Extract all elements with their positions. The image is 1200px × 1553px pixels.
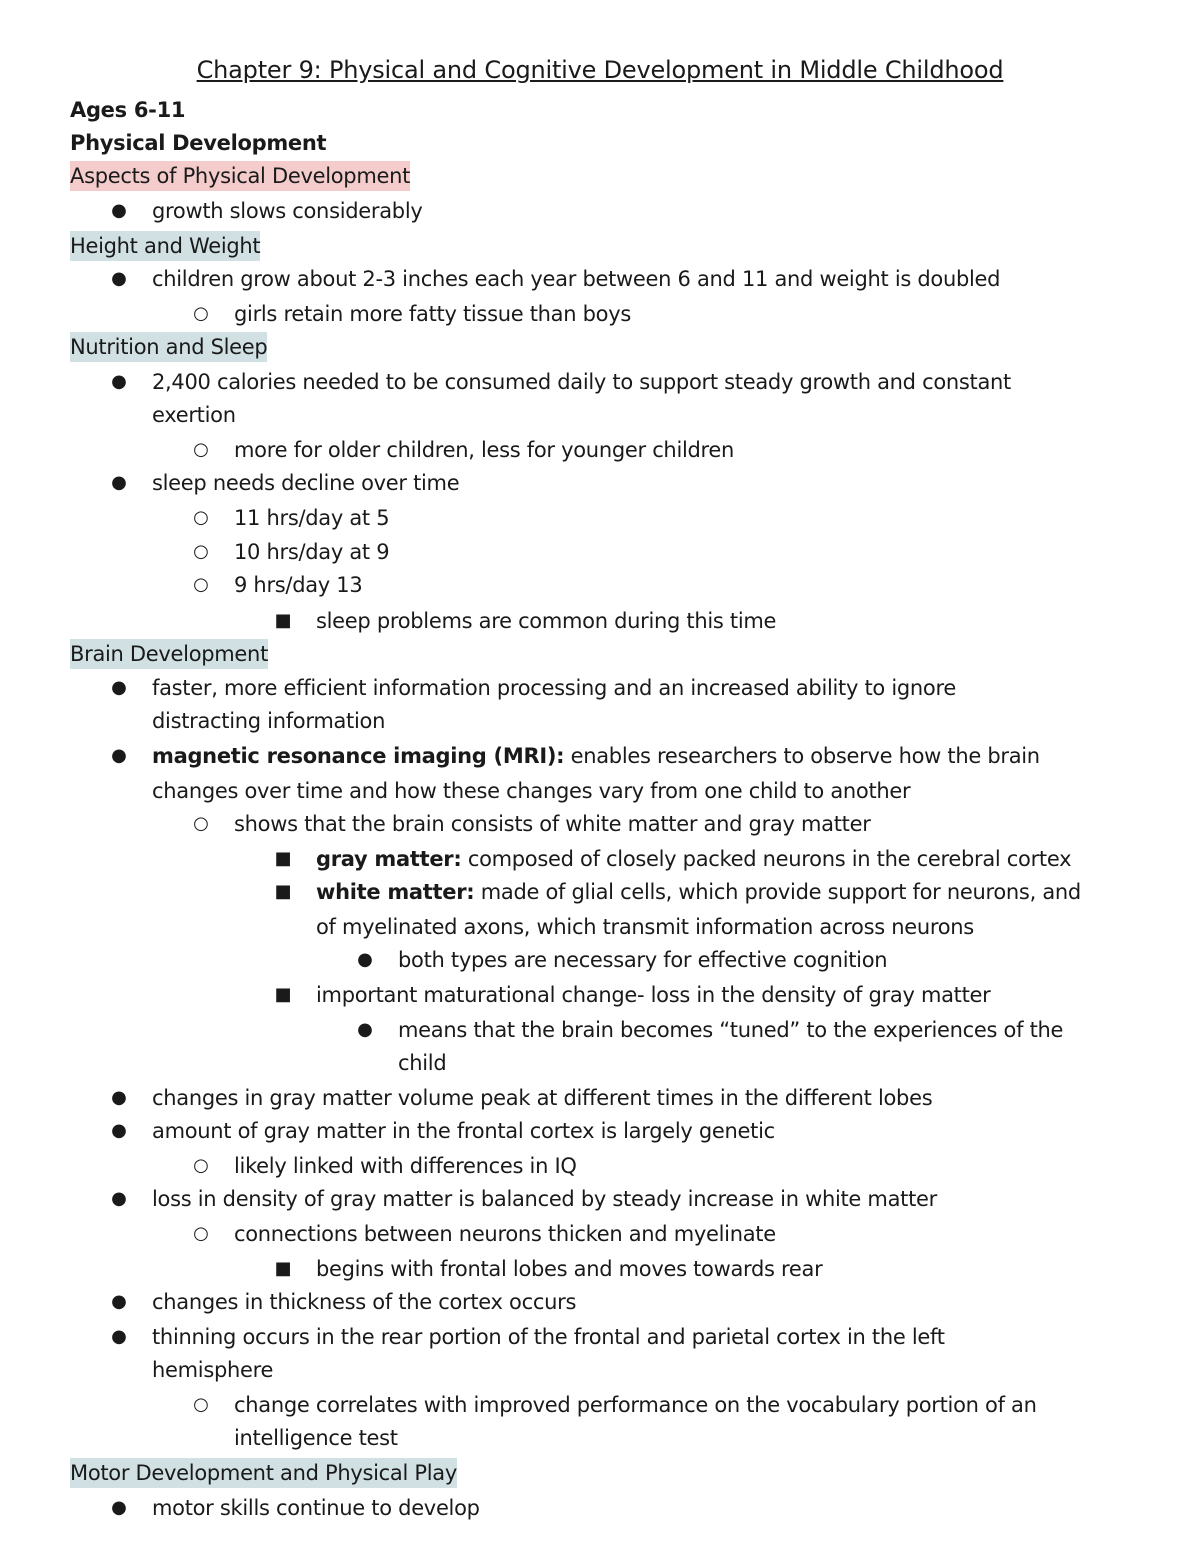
definition: enables researchers to observe how the brain [564, 744, 1040, 768]
list-item: means that the brain becomes “tuned” to the experiences of the [398, 1018, 1064, 1042]
term: magnetic resonance imaging (MRI): [152, 744, 565, 768]
list-item: thinning occurs in the rear portion of the frontal and parietal cortex in the left [152, 1325, 945, 1349]
circle-bullet-icon: ○ [193, 1155, 209, 1176]
circle-bullet-icon: ○ [193, 813, 209, 834]
list-item: girls retain more fatty tissue than boys [234, 302, 631, 326]
nutrition-heading: Nutrition and Sleep [70, 332, 267, 362]
list-item: 2,400 calories needed to be consumed daily to support steady growth and constant [152, 370, 1011, 394]
bullet-icon: ● [111, 1291, 127, 1312]
term: white matter: [316, 880, 475, 904]
bullet-icon: ● [111, 200, 127, 221]
list-item-cont: intelligence test [234, 1426, 398, 1450]
square-bullet-icon: ■ [274, 610, 292, 631]
list-item [316, 877, 1081, 907]
square-bullet-icon: ■ [274, 848, 292, 869]
list-item: likely linked with differences in IQ [234, 1154, 577, 1178]
circle-bullet-icon: ○ [193, 574, 209, 595]
bullet-icon: ● [357, 1019, 373, 1040]
list-item: loss in density of gray matter is balanced by steady increase in white matter [152, 1187, 937, 1211]
bullet-icon: ● [111, 268, 127, 289]
circle-bullet-icon: ○ [193, 1394, 209, 1415]
list-item: 10 hrs/day at 9 [234, 540, 390, 564]
list-item-cont: exertion [152, 403, 236, 427]
bullet-icon: ● [111, 1188, 127, 1209]
list-item: faster, more efficient information processing and an increased ability to ignore [152, 676, 956, 700]
definition: made of glial cells, which provide support for neurons, and [474, 880, 1081, 904]
list-item-cont: distracting information [152, 709, 386, 733]
list-item: important maturational change- loss in the density of gray matter [316, 983, 991, 1007]
list-item: shows that the brain consists of white matter and gray matter [234, 812, 871, 836]
list-item-cont: child [398, 1051, 447, 1075]
list-item-cont: of myelinated axons, which transmit information across neurons [316, 915, 974, 939]
square-bullet-icon: ■ [274, 984, 292, 1005]
ages-heading: Ages 6-11 [70, 98, 186, 122]
bullet-icon: ● [111, 745, 127, 766]
bullet-icon: ● [357, 949, 373, 970]
square-bullet-icon: ■ [274, 881, 292, 902]
aspects-heading: Aspects of Physical Development [70, 161, 410, 191]
motor-heading: Motor Development and Physical Play [70, 1458, 457, 1488]
square-bullet-icon: ■ [274, 1258, 292, 1279]
list-item: change correlates with improved performance on the vocabulary portion of an [234, 1393, 1037, 1417]
bullet-icon: ● [111, 1120, 127, 1141]
list-item: 9 hrs/day 13 [234, 573, 363, 597]
circle-bullet-icon: ○ [193, 439, 209, 460]
brain-heading: Brain Development [70, 639, 268, 669]
page-title: Chapter 9: Physical and Cognitive Development in Middle Childhood [196, 56, 1004, 84]
list-item: connections between neurons thicken and myelinate [234, 1222, 776, 1246]
list-item: children grow about 2-3 inches each year between 6 and 11 and weight is doubled [152, 267, 1001, 291]
circle-bullet-icon: ○ [193, 1223, 209, 1244]
list-item [152, 741, 1040, 771]
circle-bullet-icon: ○ [193, 541, 209, 562]
list-item-cont: hemisphere [152, 1358, 274, 1382]
list-item: 11 hrs/day at 5 [234, 506, 390, 530]
list-item: sleep needs decline over time [152, 471, 460, 495]
bullet-icon: ● [111, 371, 127, 392]
list-item: sleep problems are common during this time [316, 609, 777, 633]
definition: composed of closely packed neurons in the cerebral cortex [461, 847, 1072, 871]
circle-bullet-icon: ○ [193, 507, 209, 528]
list-item: more for older children, less for younger children [234, 438, 735, 462]
list-item [316, 844, 1071, 874]
bullet-icon: ● [111, 677, 127, 698]
bullet-icon: ● [111, 1497, 127, 1518]
term: gray matter: [316, 847, 462, 871]
list-item: changes in gray matter volume peak at different times in the different lobes [152, 1086, 933, 1110]
list-item: both types are necessary for effective cognition [398, 948, 888, 972]
bullet-icon: ● [111, 472, 127, 493]
list-item: motor skills continue to develop [152, 1496, 480, 1520]
list-item: begins with frontal lobes and moves towards rear [316, 1257, 823, 1281]
section-heading: Physical Development [70, 131, 327, 155]
bullet-icon: ● [111, 1326, 127, 1347]
list-item-cont: changes over time and how these changes vary from one child to another [152, 779, 911, 803]
list-item: amount of gray matter in the frontal cortex is largely genetic [152, 1119, 775, 1143]
height-heading: Height and Weight [70, 231, 260, 261]
list-item: changes in thickness of the cortex occurs [152, 1290, 577, 1314]
bullet-icon: ● [111, 1087, 127, 1108]
list-item: growth slows considerably [152, 199, 423, 223]
circle-bullet-icon: ○ [193, 303, 209, 324]
